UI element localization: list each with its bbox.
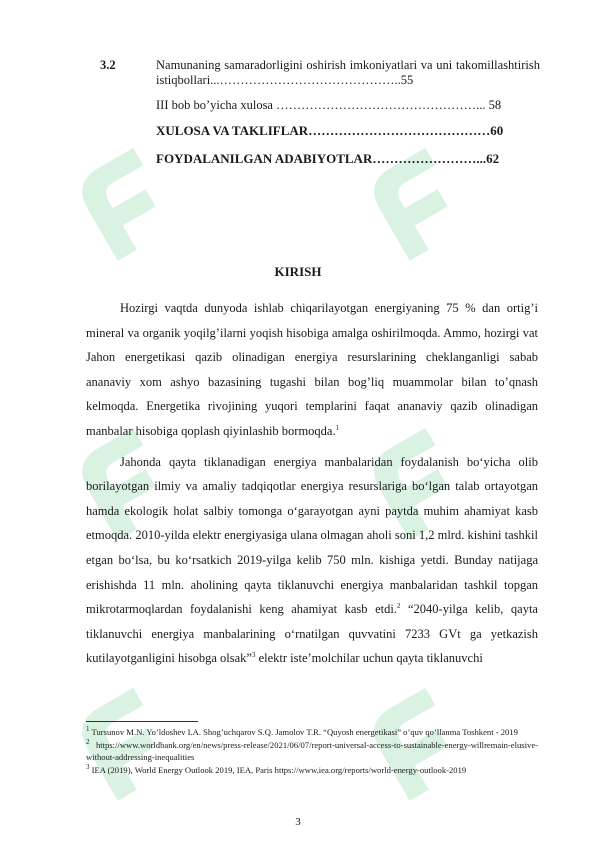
toc-entry-title: III bob bo’yicha xulosa …………………………………………... 58 — [156, 98, 502, 112]
toc-entry-conclusions: XULOSA VA TAKLIFLAR……………………………………60 — [156, 123, 504, 138]
paragraph: Hozirgi vaqtda dunyoda ishlab chiqarilayotgan energiyaning 75 % dan ortig’i mineral va organik yoqilg’ilarni yoqish hisobiga amalga oshirilmoqda. Ammo, hozirgi vat Jahon energetikasi qazib olinadigan energiya resurslarining cheklanganligi sabab ananaviy xom ashyo bazasining tugashi bilan bog’liq muammolar bilan to’qnash kelmoqda. Energetika rivojining yuqori templarini faqat ananaviy qazib olinadigan manbalar hisobiga qoplash qiyinlashib bormoqda.$^1$ — [86, 301, 538, 438]
footnote: $^2$ https://www.worldbank.org/en/news/press-release/2021/06/07/report-universal-access-to-sustainable-energy-willremain-elusive-without-addressing-inequalities — [86, 738, 538, 762]
toc-entry-chapter3-conclusion — [100, 98, 540, 113]
paragraph: Jahonda qayta tiklanadigan energiya manbalaridan foydalanish bo‘yicha olib borilayotgan ilmiy va amaliy tadqiqotlar energiya resurslariga bo‘lgan talab ortayotgan hamda ekologik holat salbiy tomonga o‘garayotgan ayni paytda muhim ahamiyat kasb etmoqda. 2010-yilda elektr energiyasiga ulana olmagan aholi soni 1,2 mlrd. kishini tashkil etgan bo‘lsa, bu ko‘rsatkich 2019-yilga kelib 750 mln. kishiga yetdi. Bunday natijaga erishishda 11 mln. aholining qayta tiklanuvchi energiya manbalaridan tashkil topgan mikrotarmoqlardan foydalanishi keng ahamiyat kasb etdi.$^2$ “2040-yilga kelib, qayta tiklanuvchi energiya manbalarining o‘rnatilgan quvvatini 7233 GVt ga yetkazish kutilayotganligini hisobga olsak”$^3$ elektr iste’molchilar uchun qayta tiklanuvchi — [86, 454, 538, 666]
footnotes — [86, 726, 538, 777]
body-text — [86, 296, 538, 677]
toc-entry-references: FOYDALANILGAN ADABIYOTLAR……………………...62 — [156, 151, 500, 166]
footnote: $^3$ IEA (2019), World Energy Outlook 2019, IEA, Paris https://www.iea.org/reports/world-energy-outlook-2019 — [86, 763, 467, 775]
toc-entry-3-2 — [100, 58, 540, 88]
footnote-divider — [86, 721, 198, 722]
toc-entry-title: Namunaning samaradorligini oshirish imkoniyatlari va uni takomillashtirish istiqbollari...……………………………………..55 — [156, 58, 540, 87]
footnote-ref: 2 — [396, 601, 401, 610]
footnote: $^1$ Tursunov M.N. Yo’ldoshev I.A. Shog’uchqarov S.Q. Jamolov T.R. “Quyosh energetikasi” o’quv qo’llanma Toshkent - 2019 — [86, 725, 518, 737]
page-number: 3 — [295, 816, 301, 828]
toc-entry-number: 3.2 — [100, 58, 116, 72]
section-heading: KIRISH — [274, 264, 322, 279]
footnote-ref: 3 — [251, 651, 256, 660]
table-of-contents — [100, 58, 540, 179]
footnote-ref: 1 — [335, 423, 340, 432]
